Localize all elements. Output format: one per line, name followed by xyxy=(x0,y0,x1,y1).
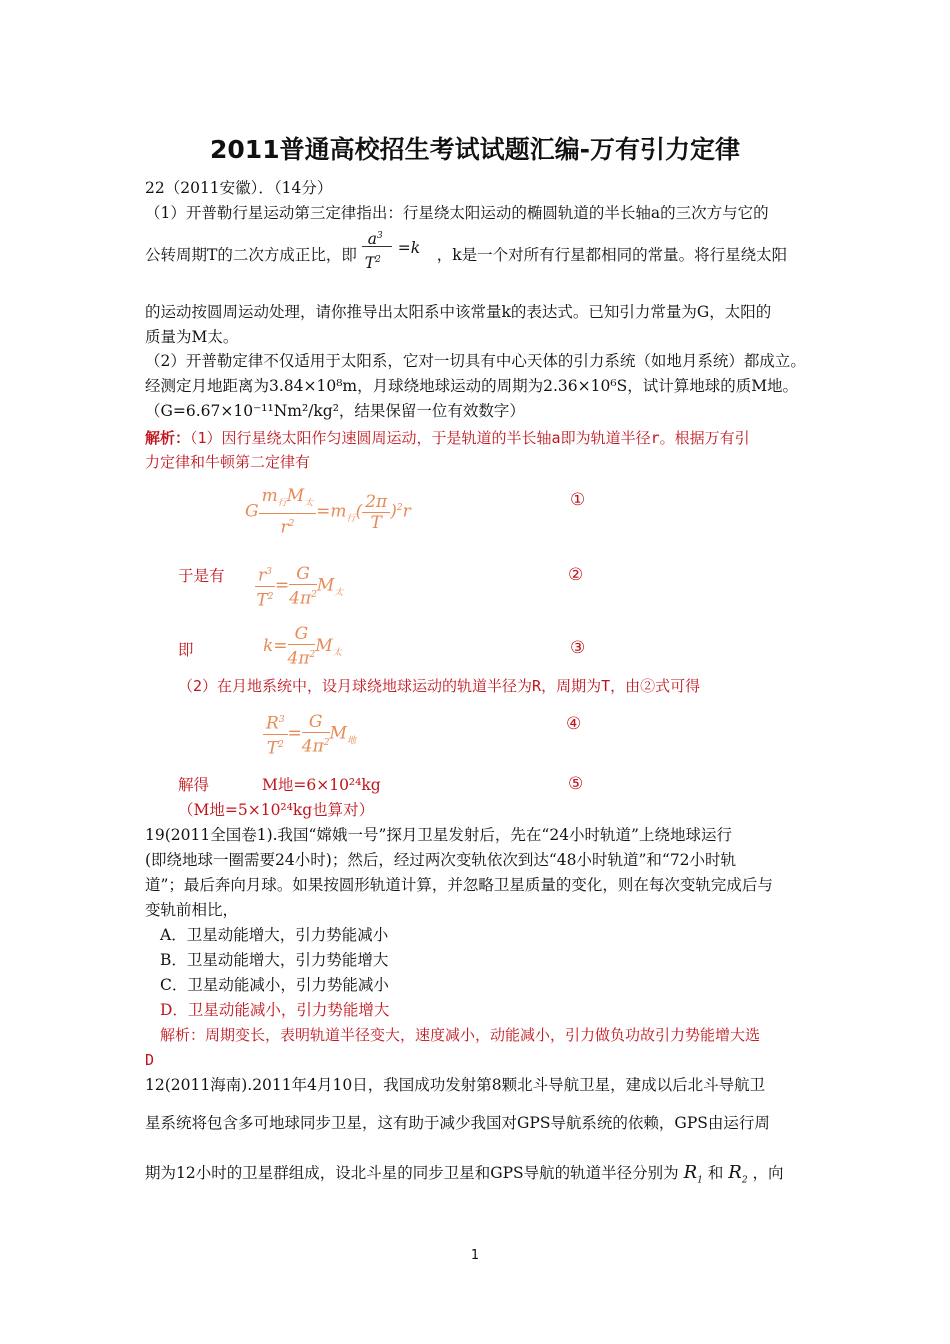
q12-line1: 12(2011海南).2011年4月10日，我国成功发射第8颗北斗导航卫星，建成以后北斗导航卫 xyxy=(145,1076,766,1094)
alt-result: （M地=5×10²⁴kg也算对） xyxy=(178,801,375,819)
kepler-formula: $a^3$ $T^2$ =k xyxy=(362,240,432,260)
q22-line6: 经测定月地距离为3.84×10⁸m，月球绕地球运动的周期为2.36×10⁶S，试计算地球的质M地。 xyxy=(145,377,799,395)
q22-line7: （G=6.67×10⁻¹¹Nm²/kg²，结果保留一位有效数字） xyxy=(145,402,525,420)
sol22-part2: （2）在月地系统中，设月球绕地球运动的轨道半径为R，周期为T，由②式可得 xyxy=(178,677,701,695)
yushiyou-label: 于是有 xyxy=(178,567,225,585)
q19-option-b: B．卫星动能增大，引力势能增大 xyxy=(160,951,389,969)
q22-line4: 质量为M太。 xyxy=(145,328,239,346)
eq-number-2: ② xyxy=(568,565,584,585)
q19-line4: 变轨前相比， xyxy=(145,901,239,919)
q19-line3: 道”；最后奔向月球。如果按圆形轨道计算，并忽略卫星质量的变化，则在每次变轨完成后与 xyxy=(145,876,773,894)
formula-1: G $\frac{m_行M_太}{r^2}$ $=m_行$( $\frac{2\pi}{T}$ )$^2$r xyxy=(245,486,411,539)
sol22-line1 xyxy=(145,428,750,448)
result-value: M地=6×10²⁴kg xyxy=(262,776,381,794)
q12-line3a: 期为12小时的卫星群组成，设北斗星的同步卫星和GPS导航的轨道半径分别为 xyxy=(145,1164,679,1182)
eq-number-5: ⑤ xyxy=(568,774,584,794)
q12-line2: 星系统将包含多可地球同步卫星，这有助于减少我国对GPS导航系统的依赖，GPS由运行周 xyxy=(145,1114,770,1132)
q19-solution-answer: D xyxy=(145,1051,155,1069)
q19-option-a: A．卫星动能增大，引力势能减小 xyxy=(160,926,389,944)
q12-line3b: ，向 xyxy=(752,1164,784,1182)
q22-line2b: ，k是一个对所有行星都相同的常量。将行星绕太阳 xyxy=(436,246,788,264)
q12-he: 和 xyxy=(707,1164,724,1182)
r1-symbol: $R_1$ xyxy=(683,1162,703,1186)
q22-line1: （1）开普勒行星运动第三定律指出：行星绕太阳运动的椭圆轨道的半长轴a的三次方与它的 xyxy=(145,204,769,222)
q19-option-c: C．卫星动能减小，引力势能减小 xyxy=(160,976,389,994)
q12-line3 xyxy=(145,1163,784,1191)
formula-2: $\frac{r^3}{T^2}$ = $\frac{G}{4\pi^2}$ $M_太$ xyxy=(256,563,344,611)
q19-option-d: D．卫星动能减小，引力势能增大 xyxy=(160,1001,390,1019)
ji-label: 即 xyxy=(178,641,194,659)
q22-line2a: 公转周期T的二次方成正比，即 xyxy=(145,246,357,264)
eq-number-1: ① xyxy=(570,490,586,510)
page-number: 1 xyxy=(470,1248,480,1263)
q22-line3: 的运动按圆周运动处理，请你推导出太阳系中该常量k的表达式。已知引力常量为G，太阳的 xyxy=(145,303,772,321)
eq-number-4: ④ xyxy=(566,714,582,734)
q19-line2: (即绕地球一圈需要24小时)；然后，经过两次变轨依次到达“48小时轨道”和“72小时轨 xyxy=(145,851,737,869)
jiede-label: 解得 xyxy=(178,776,210,794)
sol22-label: 解析： xyxy=(145,429,191,447)
formula-4: $\frac{R^3}{T^2}$ = $\frac{G}{4\pi^2}$ $M_地$ xyxy=(263,710,356,758)
q19-line1: 19(2011全国卷1).我国“嫦娥一号”探月卫星发射后，先在“24小时轨道”上绕地球运行 xyxy=(145,826,732,844)
q19-solution: 解析：周期变长，表明轨道半径变大，速度减小，动能减小，引力做负功故引力势能增大选 xyxy=(160,1026,761,1044)
formula-3: k= $\frac{G}{4\pi^2}$ $M_太$ xyxy=(263,624,342,669)
sol22-line2: 力定律和牛顿第二定律有 xyxy=(145,453,311,471)
q22-line2 xyxy=(145,230,788,273)
q22-line5: （2）开普勒定律不仅适用于太阳系，它对一切具有中心天体的引力系统（如地月系统）都成立。 xyxy=(145,352,806,370)
q22-header: 22（2011安徽）．（14分） xyxy=(145,179,333,197)
eq-number-3: ③ xyxy=(570,638,586,658)
sol22-line1-text: （1）因行星绕太阳作匀速圆周运动，于是轨道的半长轴a即为轨道半径r。根据万有引 xyxy=(190,429,750,447)
r2-symbol: $R_2$ xyxy=(728,1162,748,1186)
page-title: 2011普通高校招生考试试题汇编-万有引力定律 xyxy=(210,135,740,164)
